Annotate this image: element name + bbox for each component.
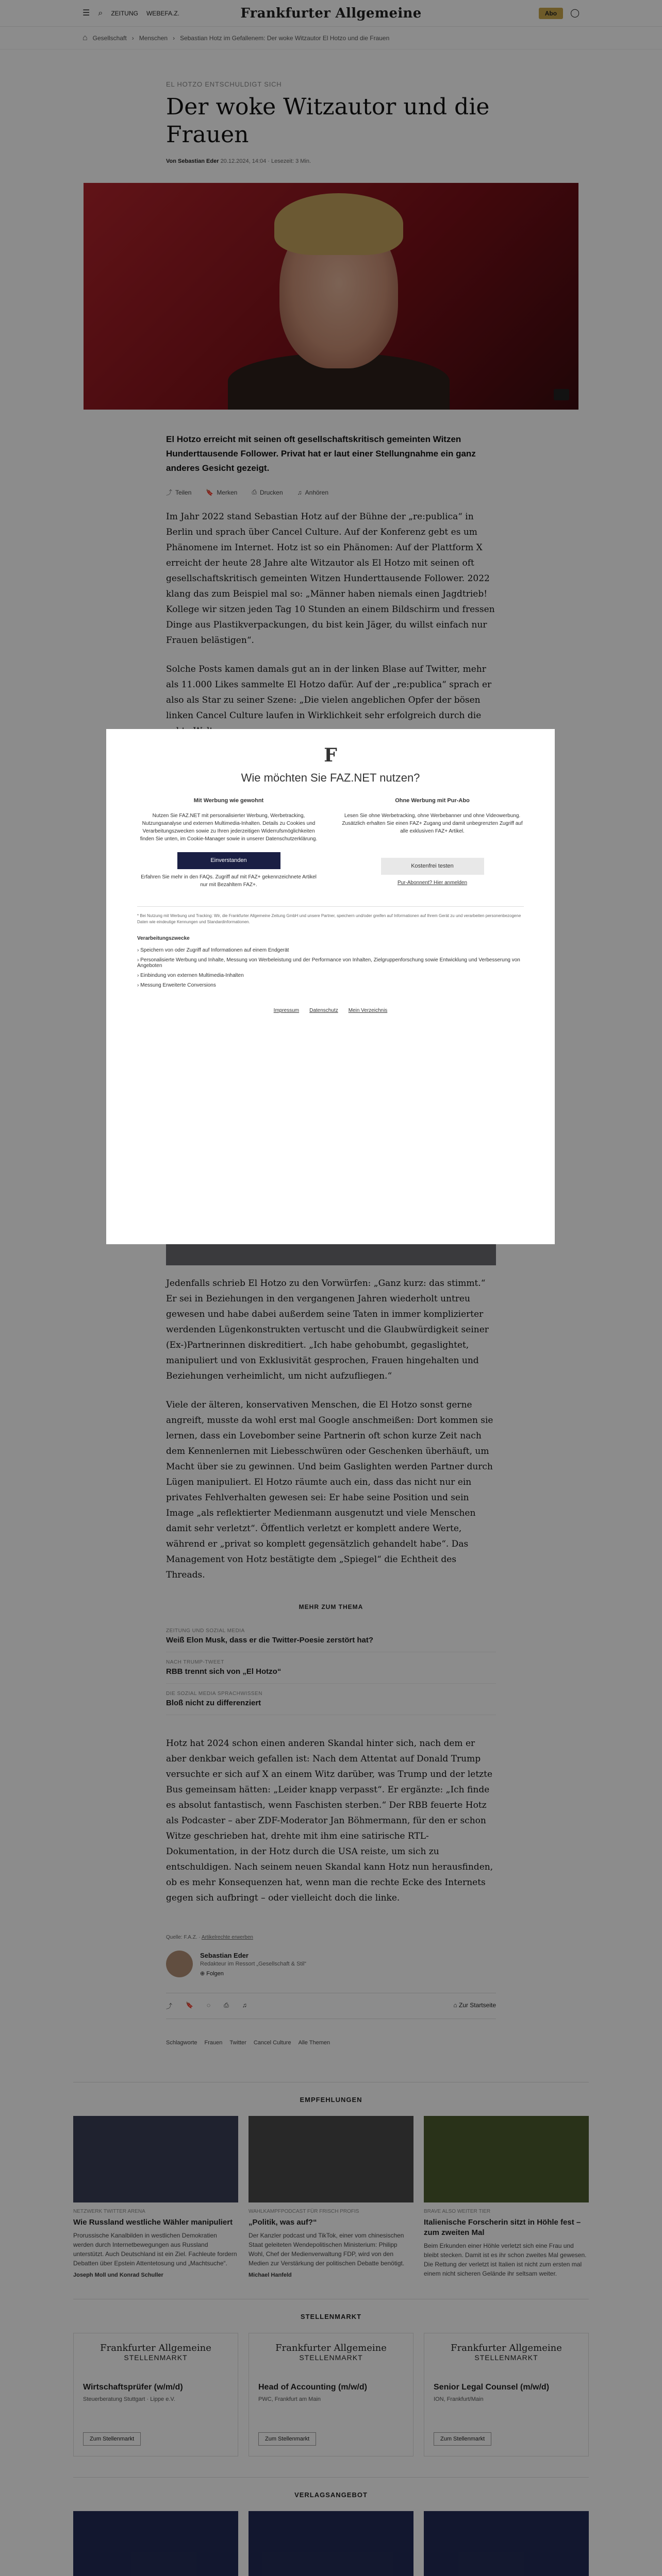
- vendors-link[interactable]: Mein Verzeichnis: [348, 1008, 388, 1013]
- article-teaser: El Hotzo erreicht mit seinen oft gesellschaftskritisch gemeinten Witzen Hunderttausende Follower. Privat hat er laut einer Stellungnahme ein ganz anderes Gesicht gezeigt.: [166, 434, 476, 473]
- byline-meta: 20.12.2024, 14:04 · Lesezeit: 3 Min.: [220, 158, 311, 164]
- privacy-link[interactable]: Datenschutz: [309, 1008, 338, 1013]
- pur-login-link[interactable]: Pur-Abonnent? Hier anmelden: [397, 880, 468, 886]
- section-title: VERLAGSANGEBOT: [294, 2491, 368, 2499]
- recommendation-card[interactable]: NETZWERK TWITTER ARENA Wie Russland westliche Wähler manipuliert Prorussische Kanalbilden in westlichen Demokratien werden durch Internetbewegungen aus Russland unterstützt. Auch Deutschland ist ein Ziel. Fachleute fordern Debatten über Epstein Attentetosung und „Machtsuche“. Joseph Moll und Konrad Schuller: [73, 2116, 238, 2278]
- menu-icon[interactable]: ☰: [82, 8, 90, 18]
- search-icon[interactable]: ⌕: [98, 8, 103, 18]
- bookmark-icon[interactable]: 🔖: [186, 2002, 193, 2009]
- modal-links: [137, 1008, 524, 1013]
- modal-title: Wie möchten Sie FAZ.NET nutzen?: [241, 771, 420, 784]
- job-card[interactable]: Frankfurter Allgemeine STELLENMARKT Wirtschaftsprüfer (w/m/d) Steuerberatung Stuttgart · Lippe e.V. Zum Stellenmarkt: [73, 2333, 238, 2456]
- share-icon: ⤴: [166, 489, 173, 496]
- print-icon[interactable]: ⎙: [224, 2002, 229, 2009]
- share-button[interactable]: ⤴ Teilen: [166, 488, 192, 496]
- comment-icon[interactable]: ◌: [206, 2002, 211, 2009]
- article-kicker: EL HOTZO ENTSCHULDIGT SICH: [166, 80, 282, 88]
- rights-link[interactable]: Artikelrechte erwerben: [201, 1935, 253, 1940]
- fine-print: * Bei Nutzung mit Werbung und Tracking: Wir, die Frankfurter Allgemeine Zeitung GmbH und unsere Partner, speichern und/oder greifen auf Informationen auf Ihrem Gerät zu und verarbeiten personenbezogene Daten wie eindeutige Kennungen und Standardinformationen.: [137, 906, 524, 925]
- paragraph: Jedenfalls schrieb El Hotzo zu den Vorwürfen: „Ganz kurz: das stimmt.“ Er sei in Beziehungen in den vergangenen Jahren wiederholt untreu gewesen und habe dabei außerdem seine Taten in immer komplizierter werdenden Lügenkonstrukten vertuscht und die Glaubwürdigkeit seiner (Ex-)Partnerinnen diskreditiert. „Ich habe gehobumbt, gegaslightet, manipuliert und von Exklusivität gesprochen, Frauen hingehalten und Beziehungen verheimlicht, um nicht aufzufliegen.“: [166, 1278, 489, 1381]
- job-card[interactable]: Frankfurter Allgemeine STELLENMARKT Head of Accounting (m/w/d) PWC, Frankfurt am Main Zum Stellenmarkt: [249, 2333, 413, 2456]
- bookmark-icon: 🔖: [206, 488, 214, 496]
- listen-button[interactable]: ♫ Anhören: [297, 488, 329, 496]
- recommendation-card[interactable]: WAHLKAMPFPODCAST FÜR FRISCH PROFIS „Politik, was auf?“ Der Kanzler podcast und TikTok, einer vom chinesischen Staat geleiteten Wendepolitischen Ministerium: Philipp Wohl, Chef der Medienverwaltung FDP, wird von den Medien zur Verstärkung der politischen Debatte benötigt. Michael Hanfeld: [249, 2116, 413, 2278]
- paragraph: Hotz hat 2024 schon einen anderen Skandal hinter sich, nach dem er aber denkbar weich gefallen ist: Nach dem Attentat auf Donald Trump versuchte er sich auf X an einem Witz darüber, was Trump und der letzte Bus gemeinsam hätten: „Leider knapp verpasst“. Er ergänzte: „Ich finde es absolut fantastisch, wenn Faschisten sterben.“ Der RBB feuerte Hotz als Podcaster – aber ZDF-Moderator Jan Böhmermann, für den er schon Witze geschrieben hat, drehte mit ihm eine satirische RTL-Dokumentation, in der Hotz durch die USA reiste, um sich zu entschuldigen. Nach seinem neuen Skandal kann Hotz nun herausfinden, ob es mehr Konsequenzen hat, wenn man die rechte Ecke des Internets gegen sich aufbringt – oder vielleicht doch die linke.: [166, 1738, 493, 1903]
- section-title: EMPFEHLUNGEN: [300, 2096, 362, 2104]
- home-link[interactable]: ⌂ Zur Startseite: [453, 2002, 496, 2009]
- tag[interactable]: Frauen: [204, 2040, 223, 2046]
- job-button[interactable]: Zum Stellenmarkt: [434, 2432, 491, 2446]
- abo-button[interactable]: Abo: [539, 8, 563, 19]
- author-name[interactable]: Sebastian Eder: [200, 1951, 249, 1959]
- job-button[interactable]: Zum Stellenmarkt: [83, 2432, 141, 2446]
- paragraph: Im Jahr 2022 stand Sebastian Hotz auf der Bühne der „re:publica“ in Berlin und sprach über Cancel Culture. Auf der Konferenz gebt es um Phänomene im Internet. Hotz ist so ein Phänomen: Auf der Plattform X erreicht der heute 28 Jahre alte Witzautor als El Hotzo mit seinen oft gesellschaftskritisch gemeinten Witzen Hunderttausende Follower. 2022 klang das zum Beispiel mal so: „Männer haben niemals einen Jagdtrieb! Kollege wir sitzen jeden Tag 10 Stunden an einem Bildschirm und fressen Dinge aus Plastikverpackungen, du bist kein Jäger, du willst einfach nur Frauen belästigen“.: [166, 512, 495, 646]
- purpose-item[interactable]: › Speichern von oder Zugriff auf Informationen auf einem Endgerät: [137, 947, 289, 953]
- section-title: STELLENMARKT: [300, 2313, 362, 2320]
- nav-webefaz[interactable]: WEBEFA.Z.: [146, 9, 179, 17]
- accept-button[interactable]: Einverstanden: [177, 852, 280, 869]
- share-icon[interactable]: ⤴: [166, 2003, 173, 2010]
- recommendation-card[interactable]: BRAVE ALSO WEITER TIER Italienische Forscherin sitzt in Höhle fest – zum zweiten Mal Beim Erkunden einer Höhle verletzt sich eine Frau und bleibt stecken. Damit ist es ihr schon zweites Mal gewesen. Die Rettung der verletzt ist Italien ist nicht zum ersten mal einem nicht sicheren Gelände ihr seltsam weiter.: [424, 2116, 589, 2278]
- consent-option-ads: Mit Werbung wie gewohnt Nutzen Sie FAZ.NET mit personalisierter Werbung, Werbetracking, Nutzungsanalyse und externen Multimedia-Inhalten. Details zu Cookies und Verarbeitungszwecken sowie zu Ihren jederzeitigen Widerrufsmöglichkeiten finden Sie unten, im Cookie-Manager sowie in unserer Datenschutzerklärung. Einverstanden Erfahren Sie mehr in den FAQs. Zugriff auf mit FAZ+ gekennzeichnete Artikel nur mit Bezahltem FAZ+.: [140, 798, 318, 888]
- article-headline: Der woke Witzautor und die Frauen: [166, 94, 490, 148]
- tag[interactable]: Twitter: [229, 2040, 246, 2046]
- more-on-topic-title: MEHR ZUM THEMA: [299, 1603, 363, 1611]
- list-item[interactable]: DIE SOZIAL MEDIA SPRACHWISSEN Bloß nicht zu differenziert: [166, 1684, 496, 1715]
- pur-trial-button[interactable]: Kostenfrei testen: [381, 858, 484, 875]
- breadcrumb-item[interactable]: Gesellschaft: [92, 34, 127, 42]
- source-line: Quelle: F.A.Z. · Artikelrechte erwerben: [166, 1935, 253, 1940]
- follow-button[interactable]: ⊕ Folgen: [200, 1970, 224, 1977]
- purpose-item[interactable]: › Messung Erweiterte Conversions: [137, 982, 216, 988]
- impressum-link[interactable]: Impressum: [273, 1008, 300, 1013]
- paragraph: Viele der älteren, konservativen Menschen, die El Hotzo sonst gerne angreift, musste da wohl erst mal Google anschmeißen: Dort kommen sie lernen, dass ein Lovebomber seine Partnerin oft schon kurze Zeit nach dem Kennenlernen mit Liebesschwüren oder Geschenken überhäuft, um Macht über sie zu gewinnen. Und beim Gaslighten werden Partner durch Lügen manipuliert. El Hotzo räumte auch ein, dass das nicht nur ein privates Fehlverhalten gewesen sei: Er habe seine Position und sein Image „als reflektierter Medienmann ausgenutzt und viele Menschen damit sehr verletzt“. Öffentlich verletzt er komplett andere Werte, während er „privat so komplett gegensätzlich gehandelt habe“. Das Management von Hotz bestätigte dem „Spiegel“ die Echtheit des Threads.: [166, 1400, 493, 1580]
- tag[interactable]: Cancel Culture: [253, 2040, 291, 2046]
- headphones-icon: ♫: [297, 488, 302, 496]
- purposes-list: Verarbeitungszwecke › Speichern von oder Zugriff auf Informationen auf einem Endgerät › Personalisierte Werbung und Inhalte, Messung von Werbeleistung und der Performance von Inhalten, Zielgruppenforschung sowie Entwicklung und Verbesserung von Angeboten › Einbindung von externen Multimedia-Inhalten › Messung Erweiterte Conversions: [137, 936, 524, 990]
- headphones-icon[interactable]: ♫: [242, 2002, 247, 2009]
- breadcrumb-item[interactable]: Menschen: [139, 34, 168, 42]
- print-button[interactable]: ⎙ Drucken: [252, 488, 283, 496]
- purpose-item[interactable]: › Personalisierte Werbung und Inhalte, Messung von Werbeleistung und der Performance von Inhalten, Zielgruppenforschung sowie Entwicklung und Verbesserung von Angeboten: [137, 957, 520, 969]
- tag[interactable]: Alle Themen: [298, 2040, 330, 2046]
- paragraph: Solche Posts kamen damals gut an in der linken Blase auf Twitter, mehr als 11.000 Likes sammelte El Hotzo dafür. Auf der „re:publica“ sprach er also als Star zu seiner Szene: „Die vielen angeblichen Opfer der bösen linken Cancel Culture laufen in Wirklichkeit sehr erfolgreich durch die: [166, 664, 492, 721]
- print-icon: ⎙: [252, 488, 257, 496]
- purpose-item[interactable]: › Einbindung von externen Multimedia-Inhalten: [137, 973, 244, 978]
- bookmark-button[interactable]: 🔖 Merken: [206, 488, 238, 496]
- job-button[interactable]: Zum Stellenmarkt: [258, 2432, 316, 2446]
- job-card[interactable]: Frankfurter Allgemeine STELLENMARKT Senior Legal Counsel (m/w/d) ION, Frankfurt/Main Zum Stellenmarkt: [424, 2333, 589, 2456]
- modal-logo: F: [324, 744, 337, 766]
- consent-modal: [106, 729, 555, 1244]
- list-item[interactable]: ZEITUNG UND SOZIAL MEDIA Weiß Elon Musk, dass er die Twitter-Poesie zerstört hat?: [166, 1621, 496, 1652]
- nav-zeitung[interactable]: ZEITUNG: [111, 9, 138, 17]
- consent-option-pur: Ohne Werbung mit Pur-Abo Lesen Sie ohne Werbetracking, ohne Werbebanner und ohne Videowerbung. Zusätzlich erhalten Sie einen FAZ+ Zugang und damit unbegrenzten Zugriff auf alle exklusiven FAZ+ Artikel. Kostenfrei testen Pur-Abonnent? Hier anmelden: [341, 797, 524, 894]
- breadcrumb: ⌂ Gesellschaft › Menschen › Sebastian Hotz im Gefallenem: Der woke Witzautor El Hotzo und die Frauen: [0, 27, 662, 49]
- byline-author[interactable]: Von Sebastian Eder: [166, 158, 219, 164]
- tag: Schlagworte: [166, 2040, 197, 2046]
- site-logo[interactable]: Frankfurter Allgemeine: [240, 5, 422, 21]
- list-item[interactable]: NACH TRUMP-TWEET RBB trennt sich von „El Hotzo“: [166, 1652, 496, 1684]
- author-role: Redakteur im Ressort „Gesellschaft & Stil“: [200, 1960, 307, 1967]
- user-icon[interactable]: ◯: [570, 8, 580, 18]
- breadcrumb-item: Sebastian Hotz im Gefallenem: Der woke Witzautor El Hotzo und die Frauen: [180, 34, 390, 42]
- home-icon[interactable]: ⌂: [82, 33, 88, 42]
